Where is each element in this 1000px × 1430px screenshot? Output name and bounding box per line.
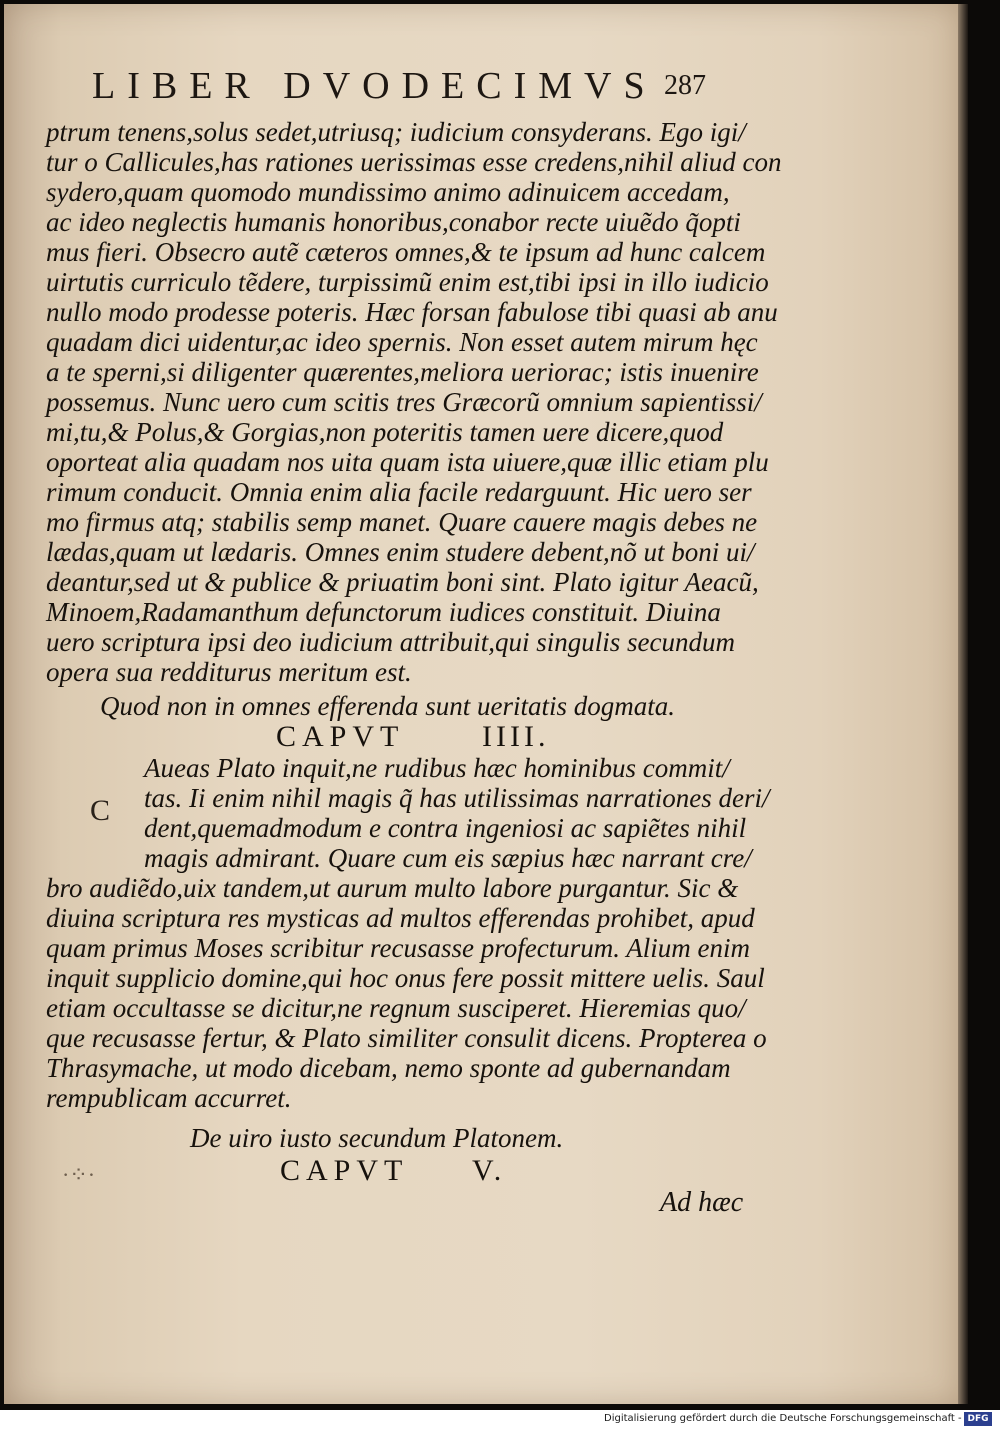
initial-capital: C	[90, 794, 111, 827]
text-line: dent,quemadmodum e contra ingeniosi ac sapiẽtes nihil	[144, 813, 747, 843]
text-line: quadam dici uidentur,ac ideo spernis. Non esset autem mirum hęc	[46, 327, 758, 357]
text-line: ptrum tenens,solus sedet,utriusq; iudicium consyderans. Ego igi/	[46, 117, 746, 147]
text-line: que recusasse fertur, & Plato similiter consulit dicens. Propterea o	[46, 1023, 767, 1053]
digitization-credit: Digitalisierung gefördert durch die Deutsche Forschungsgemeinschaft -	[604, 1413, 962, 1424]
text-line: uirtutis curriculo tẽdere, turpissimũ enim est,tibi ipsi in illo iudicio	[46, 267, 769, 297]
catchword: Ad hæc	[660, 1187, 744, 1218]
page-number: 287	[664, 70, 706, 101]
book-page	[4, 4, 960, 1404]
chapter-number: V.	[472, 1154, 506, 1187]
text-line: oporteat alia quadam nos uita quam ista uiuere,quæ illic etiam plu	[46, 447, 769, 477]
text-line: sydero,quam quomodo mundissimo animo adinuicem accedam,	[46, 177, 730, 207]
text-line: Thrasymache, ut modo dicebam, nemo sponte ad gubernandam	[46, 1053, 731, 1083]
text-line: ac ideo neglectis humanis honoribus,conabor recte uiuẽdo q̃opti	[46, 207, 741, 237]
text-line: mi,tu,& Polus,& Gorgias,non poteritis tamen uere dicere,quod	[46, 417, 724, 447]
text-line: uero scriptura ipsi deo iudicium attribuit,qui singulis secundum	[46, 627, 735, 657]
text-line: possemus. Nunc uero cum scitis tres Græcorũ omnium sapientissi/	[46, 387, 762, 417]
text-line: tas. Ii enim nihil magis q̃ has utilissimas narrationes deri/	[144, 783, 770, 813]
chapter-title: Quod non in omnes efferenda sunt ueritatis dogmata.	[100, 691, 675, 721]
chapter-heading: CAPVT	[276, 720, 405, 753]
text-line: opera sua redditurus meritum est.	[46, 657, 412, 687]
text-line: diuina scriptura res mysticas ad multos efferendas prohibet, apud	[46, 903, 755, 933]
text-line: rimum conducit. Omnia enim alia facile redarguunt. Hic uero ser	[46, 477, 752, 507]
text-line: lædas,quam ut lædaris. Omnes enim studere debent,nõ ut boni ui/	[46, 537, 755, 567]
text-line: nullo modo prodesse poteris. Hæc forsan fabulose tibi quasi ab anu	[46, 297, 778, 327]
text-line: mus fieri. Obsecro autẽ cæteros omnes,& te ipsum ad hunc calcem	[46, 237, 766, 267]
running-head: LIBER DVODECIMVS	[92, 65, 657, 107]
chapter-heading: CAPVT	[280, 1154, 409, 1187]
dfg-logo: DFG	[964, 1412, 992, 1426]
text-line: etiam occultasse se dicitur,ne regnum susciperet. Hieremias quo/	[46, 993, 746, 1023]
text-line: a te sperni,si diligenter quærentes,meliora ueriorac; istis inuenire	[46, 357, 759, 387]
text-line: rempublicam accurret.	[46, 1083, 292, 1113]
text-line: tur o Callicules,has rationes uerissimas esse credens,nihil aliud con	[46, 147, 782, 177]
text-line: magis admirant. Quare cum eis sæpius hæc narrant cre/	[144, 843, 752, 873]
text-line: Minoem,Radamanthum defunctorum iudices constituit. Diuina	[46, 597, 721, 627]
text-line: quam primus Moses scribitur recusasse profecturum. Alium enim	[46, 933, 750, 963]
chapter-title: De uiro iusto secundum Platonem.	[190, 1123, 564, 1153]
ornament-mark: ·⁘·	[62, 1162, 96, 1187]
text-line: Aueas Plato inquit,ne rudibus hæc hominibus commit/	[144, 753, 730, 783]
text-line: deantur,sed ut & publice & priuatim boni sint. Plato igitur Aeacũ,	[46, 567, 759, 597]
chapter-number: IIII.	[482, 720, 550, 753]
text-line: bro audiẽdo,uix tandem,ut aurum multo labore purgantur. Sic &	[46, 873, 739, 903]
text-line: mo firmus atq; stabilis semp manet. Quare cauere magis debes ne	[46, 507, 758, 537]
text-line: inquit supplicio domine,qui hoc onus fere possit mittere uelis. Saul	[46, 963, 765, 993]
